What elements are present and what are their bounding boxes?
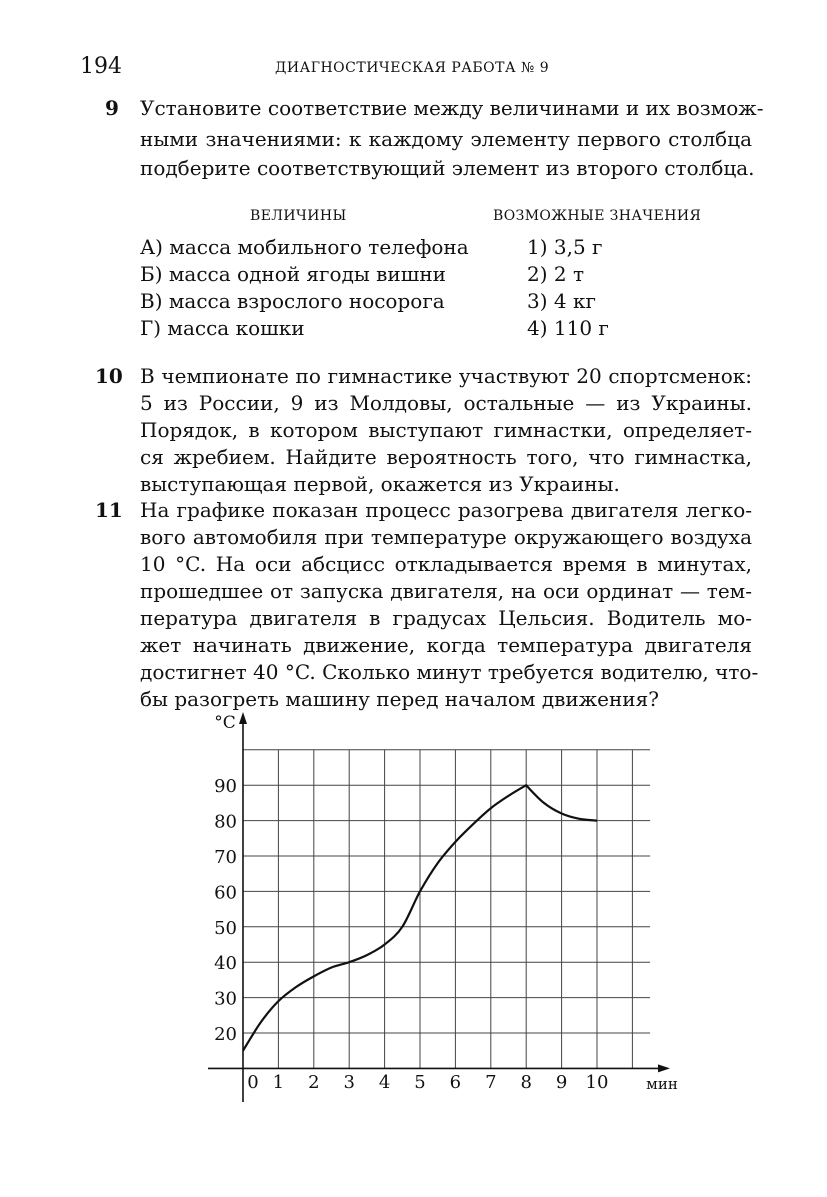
y-tick-label: 60 (214, 882, 237, 904)
column-header-values: ВОЗМОЖНЫЕ ЗНАЧЕНИЯ (493, 208, 702, 224)
q9-line-1: Установите соответствие между величинами и их возмож- (140, 96, 764, 120)
y-axis-arrow (239, 712, 247, 724)
x-tick-label: 7 (485, 1072, 497, 1093)
running-title: ДИАГНОСТИЧЕСКАЯ РАБОТА № 9 (275, 60, 550, 76)
y-tick-label: 90 (214, 776, 237, 798)
column-header-quantities: ВЕЛИЧИНЫ (250, 208, 347, 224)
x-tick-label: 3 (343, 1072, 355, 1093)
y-tick-label: 80 (214, 811, 237, 833)
x-tick-label: 6 (449, 1072, 462, 1093)
q11-line-7: достигнет 40 °C. Сколько минут требуется водителю, что- (140, 660, 759, 684)
q11-line-4: прошедшее от запуска двигателя, на оси ординат — тем- (140, 579, 752, 603)
x-tick-label: 1 (272, 1072, 285, 1093)
y-axis-label: °C (214, 713, 236, 733)
q11-line-3: 10 °C. На оси абсцисс откладывается время в минутах, (140, 552, 752, 576)
q11-line-8: бы разогреть машину перед началом движения? (140, 687, 659, 711)
q10-line-1: В чемпионате по гимнастике участвуют 20 спортсменок: (140, 364, 752, 388)
x-tick-label: 0 (247, 1072, 259, 1093)
q9-line-2: ными значениями: к каждому элементу первого столбца (140, 127, 752, 151)
q10-line-5: выступающая первой, окажется из Украины. (140, 472, 620, 496)
q10-line-2: 5 из России, 9 из Молдовы, остальные — из Украины. (140, 391, 752, 415)
x-tick-label: 5 (414, 1072, 426, 1093)
question-10-number: 10 (95, 364, 123, 388)
q11-line-6: жет начинать движение, когда температура двигателя (140, 633, 752, 657)
x-axis-label: мин (646, 1075, 678, 1093)
quantity-a: А) масса мобильного телефона (140, 235, 469, 259)
q11-line-5: пература двигателя в градусах Цельсия. Водитель мо- (140, 606, 752, 630)
x-tick-label: 8 (520, 1072, 532, 1093)
page-number: 194 (80, 54, 122, 79)
x-axis-arrow (658, 1064, 670, 1072)
y-tick-label: 70 (214, 847, 237, 868)
x-tick-label: 2 (308, 1072, 320, 1093)
y-tick-label: 50 (214, 917, 237, 939)
q11-line-2: вого автомобиля при температуре окружающего воздуха (140, 525, 752, 549)
quantity-c: В) масса взрослого носорога (140, 289, 445, 313)
y-tick-label: 30 (214, 988, 237, 1010)
q11-line-1: На графике показан процесс разогрева двигателя легко- (140, 498, 752, 522)
question-9-number: 9 (105, 96, 119, 120)
y-tick-label: 20 (214, 1024, 237, 1045)
y-tick-label: 40 (214, 953, 237, 975)
q10-line-3: Порядок, в котором выступают гимнастки, определяет- (140, 418, 752, 442)
value-4: 4) 110 г (527, 316, 609, 340)
question-11-number: 11 (95, 498, 123, 522)
x-tick-label: 9 (555, 1072, 568, 1093)
value-1: 1) 3,5 г (527, 235, 603, 259)
x-tick-label: 10 (585, 1072, 609, 1093)
quantity-b: Б) масса одной ягоды вишни (140, 262, 447, 286)
x-tick-label: 4 (378, 1072, 391, 1093)
value-2: 2) 2 т (527, 262, 585, 286)
quantity-d: Г) масса кошки (140, 316, 305, 340)
value-3: 3) 4 кг (527, 289, 596, 313)
q9-line-3: подберите соответствующий элемент из второго столбца. (140, 156, 755, 180)
q10-line-4: ся жребием. Найдите вероятность того, что гимнастка, (140, 445, 752, 469)
